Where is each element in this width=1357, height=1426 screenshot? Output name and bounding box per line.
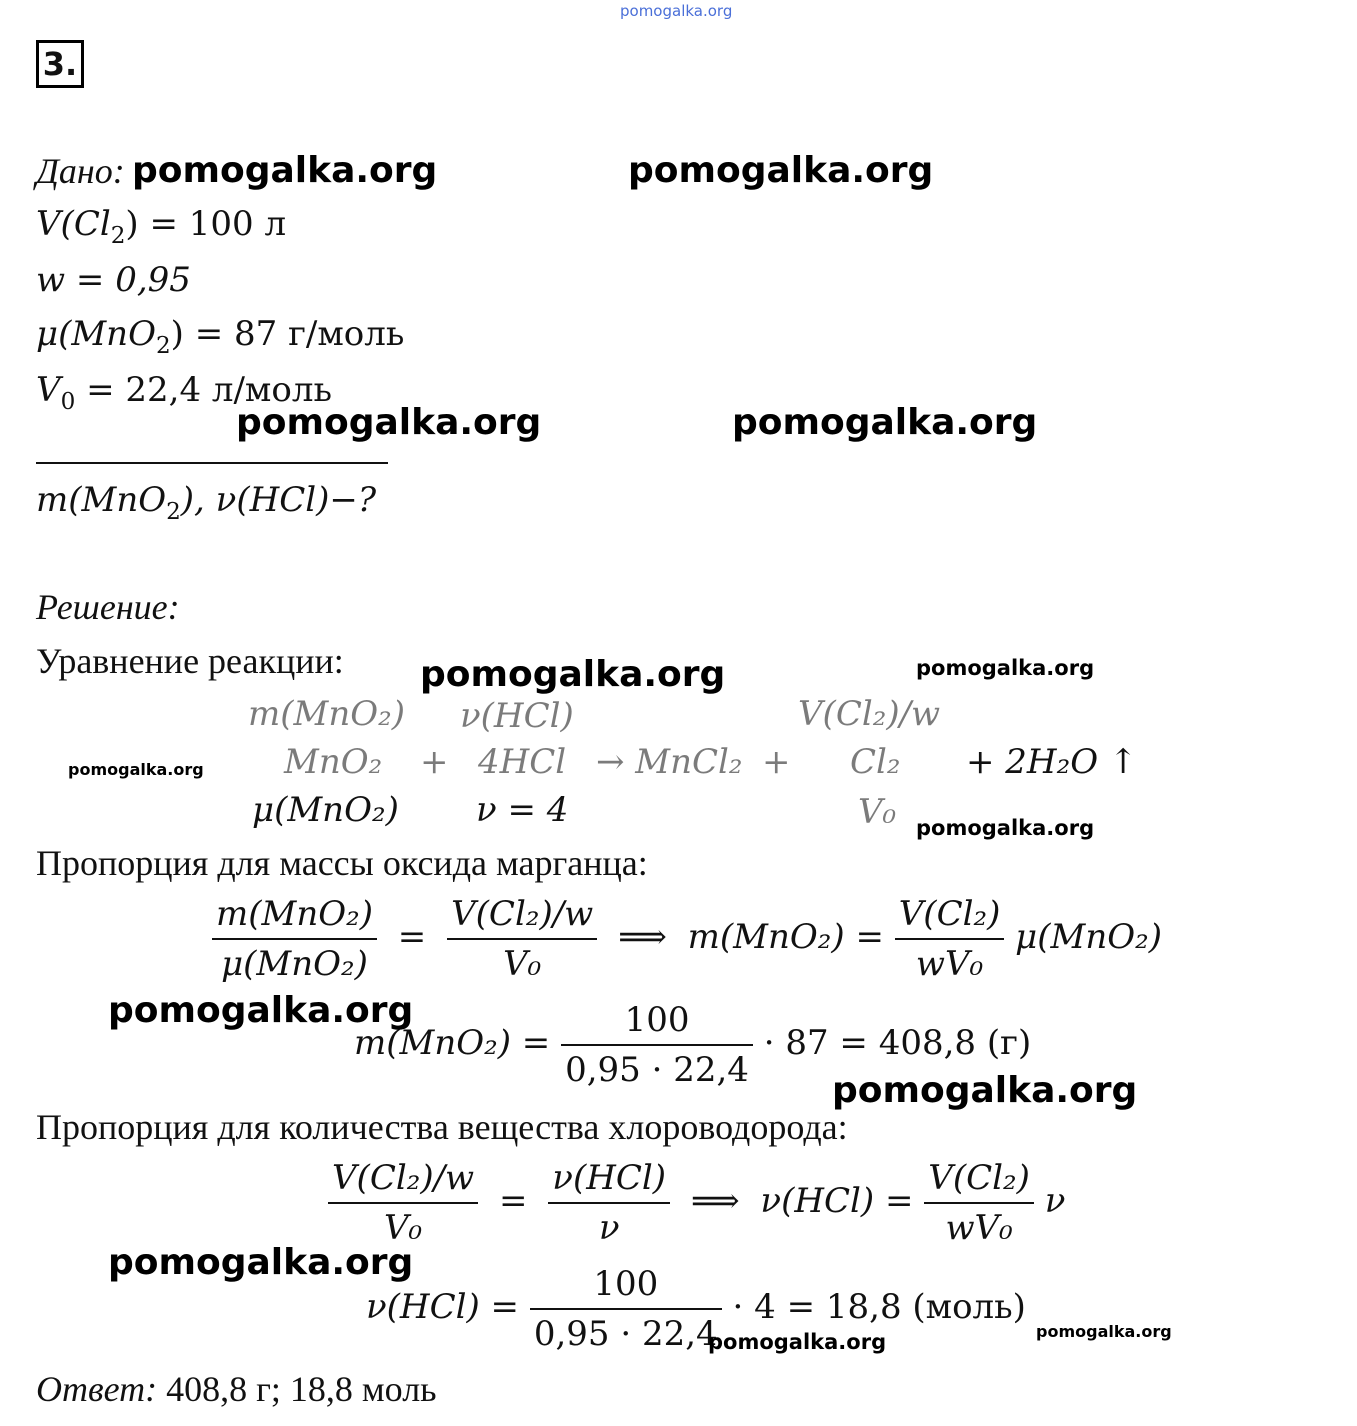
reaction-top-mno2: m(MnO₂) [248, 694, 405, 734]
watermark: pomogalka.org [420, 654, 726, 695]
given-divider [36, 462, 388, 464]
watermark: pomogalka.org [68, 760, 204, 779]
prop2-label: Пропорция для количества вещества хлороводорода: [36, 1107, 848, 1147]
reaction-top-cl2: V(Cl₂)/w [798, 694, 941, 734]
watermark: pomogalka.org [108, 990, 414, 1031]
reaction-mncl2: → MnCl₂ [596, 742, 743, 782]
prop2-frac-1: $\frac{\text{V(Cl₂)/w}}{\text{V₀}}$ [328, 1158, 478, 1248]
watermark: pomogalka.org [708, 1330, 887, 1354]
calc1-formula: m(MnO₂) = $\frac{100}{0,95 \cdot 22,4}$ · 87 = 408,8 (г) [354, 1000, 1032, 1090]
watermark: pomogalka.org [916, 656, 1095, 680]
solution-label: Решение: [36, 587, 180, 627]
find-line: m(MnO$_2$), ν(HCl)−? [36, 480, 377, 526]
given-v-cl2: $V(Cl_2) = 100$ л [36, 204, 287, 250]
calc1-frac: $\frac{100}{0,95 \cdot 22,4}$ [561, 1000, 753, 1090]
prop1-frac-1: $\frac{\text{m(MnO₂)}}{\text{μ(MnO₂)}}$ [212, 894, 377, 984]
reaction-bot-cl2: V₀ [858, 792, 897, 832]
reaction-tail: + 2H₂O ↑ [966, 742, 1138, 782]
watermark: pomogalka.org [832, 1070, 1138, 1111]
reaction-cl2: Cl₂ [850, 742, 901, 782]
watermark: pomogalka.org [132, 150, 438, 191]
reaction-label: Уравнение реакции: [36, 641, 344, 681]
reaction-bot-hcl: ν = 4 [476, 790, 569, 830]
reaction-plus-2: + [762, 742, 791, 782]
top-watermark: pomogalka.org [620, 2, 733, 20]
given-label: Дано: [36, 151, 125, 191]
prop2-frac-3: $\frac{\text{V(Cl₂)}}{\text{wV₀}}$ [924, 1158, 1034, 1248]
prop1-label: Пропорция для массы оксида марганца: [36, 843, 648, 883]
calc2-frac: $\frac{100}{0,95 \cdot 22,4}$ [530, 1264, 722, 1354]
watermark: pomogalka.org [916, 816, 1095, 840]
reaction-top-hcl: ν(HCl) [460, 696, 574, 736]
watermark: pomogalka.org [1036, 1322, 1172, 1341]
given-w: w = 0,95 [36, 260, 191, 300]
answer-value: 408,8 г; 18,8 моль [166, 1369, 437, 1409]
given-v0: $V_0 = 22,4$ л/моль [36, 370, 332, 416]
reaction-mno2: MnO₂ [284, 742, 383, 782]
prop1-frac-2: $\frac{\text{V(Cl₂)/w}}{\text{V₀}}$ [447, 894, 597, 984]
prop1-formula: $\frac{\text{m(MnO₂)}}{\text{μ(MnO₂)}}$ = $\frac{\text{V(Cl₂)/w}}{\text{V₀}}$ ⟹ m(MnO₂) = $\frac{\text{V(Cl₂)}}{\text{wV₀}}$ μ(MnO₂) [212, 894, 1162, 984]
watermark: pomogalka.org [732, 402, 1038, 443]
prop2-frac-2: $\frac{\text{ν(HCl)}}{\nu}$ [548, 1158, 670, 1248]
reaction-plus-1: + [420, 742, 449, 782]
reaction-bot-mno2: μ(MnO₂) [252, 790, 399, 830]
prop1-frac-3: $\frac{\text{V(Cl₂)}}{\text{wV₀}}$ [895, 894, 1005, 984]
answer-label: Ответ: [36, 1369, 158, 1409]
watermark: pomogalka.org [236, 402, 542, 443]
reaction-hcl: 4HCl [478, 742, 567, 782]
watermark: pomogalka.org [628, 150, 934, 191]
calc2-formula: ν(HCl) = $\frac{100}{0,95 \cdot 22,4}$ · 4 = 18,8 (моль) [366, 1264, 1026, 1354]
watermark: pomogalka.org [108, 1242, 414, 1283]
prop2-formula: $\frac{\text{V(Cl₂)/w}}{\text{V₀}}$ = $\frac{\text{ν(HCl)}}{\nu}$ ⟹ ν(HCl) = $\frac{\text{V(Cl₂)}}{\text{wV₀}}$ ν [328, 1158, 1065, 1248]
problem-number: 3. [36, 40, 84, 88]
given-mu: μ(MnO$_2$) = 87 г/моль [36, 314, 405, 360]
answer-line [36, 1368, 437, 1410]
